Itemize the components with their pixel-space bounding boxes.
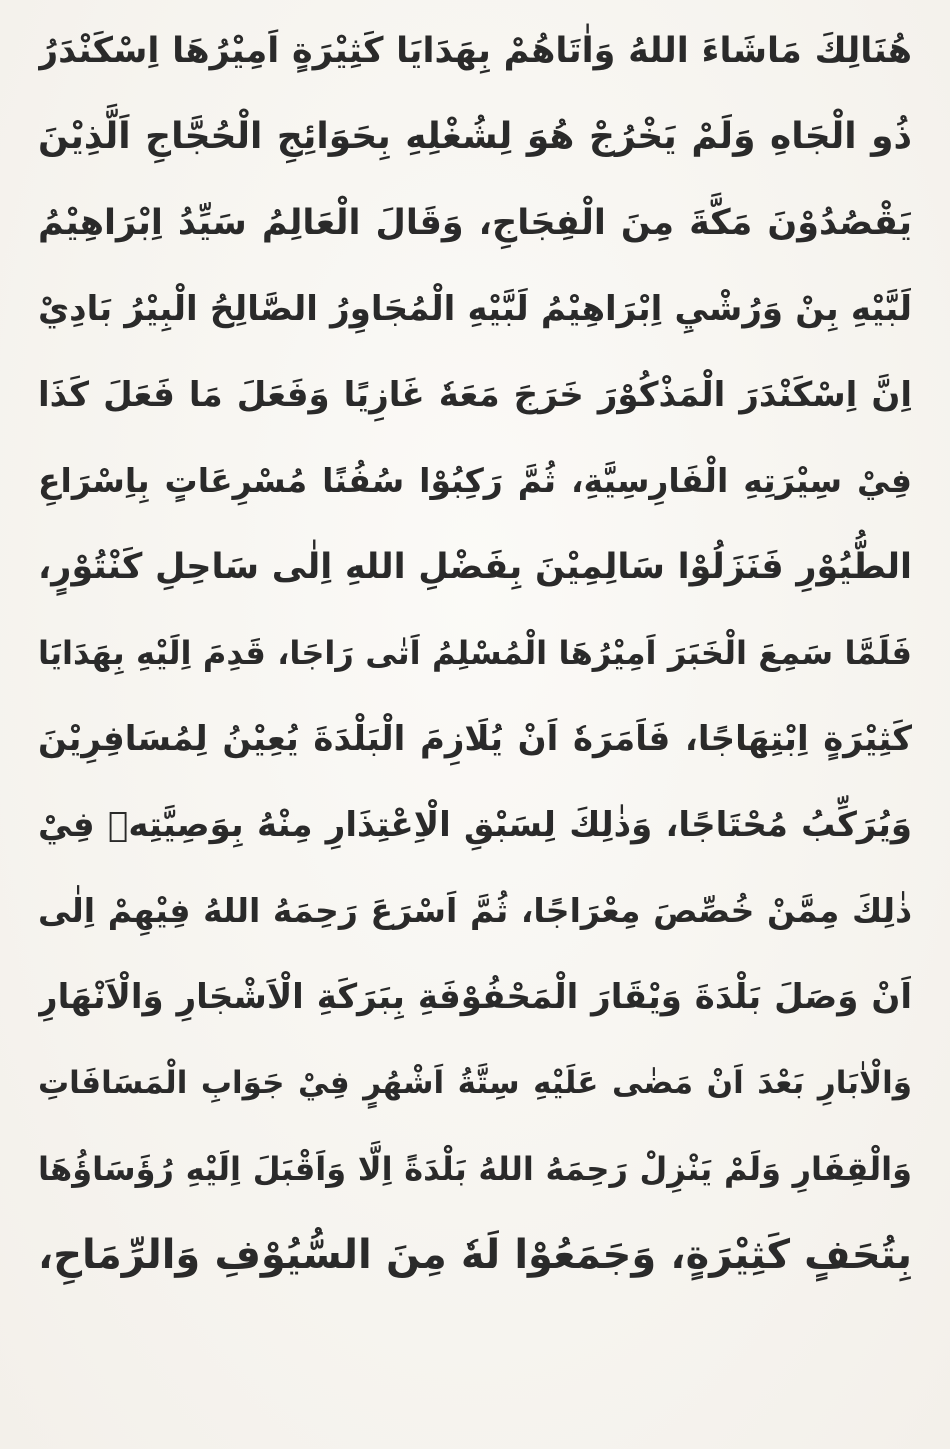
text-line: فِيْ سِيْرَتِهِ الْفَارِسِيَّةِ، ثُمَّ رَكِبُوْا سُفُنًا مُسْرِعَاتٍ بِاِسْرَاعِ xyxy=(38,461,912,500)
text-line: وَالْقِفَارِ وَلَمْ يَنْزِلْ رَحِمَهُ اللهُ بَلْدَةً اِلَّا وَاَقْبَلَ اِلَيْهِ رُؤَسَاؤُهَا xyxy=(38,1150,912,1188)
text-line: لَبَّيْهِ بِنْ وَرُشْيِ اِبْرَاهِيْمُ لَبَّيْهِ الْمُجَاوِرُ الصَّالِحُ الْبِيْرُ بَادِيْ xyxy=(38,289,912,329)
text-line: فَلَمَّا سَمِعَ الْخَبَرَ اَمِيْرُهَا الْمُسْلِمُ اَتٰى رَاجَا، قَدِمَ اِلَيْهِ بِهَدَايَا xyxy=(38,634,912,672)
text-line: كَثِيْرَةٍ اِبْتِهَاجًا، فَاَمَرَهٗ اَنْ يُلَازِمَ الْبَلْدَةَ يُعِيْنُ لِمُسَافِرِيْنَ xyxy=(38,719,912,759)
text-line: ذٰلِكَ مِمَّنْ خُصِّصَ مِعْرَاجًا، ثُمَّ اَسْرَعَ رَحِمَهُ اللهُ فِيْهِمْ اِلٰى xyxy=(38,891,912,930)
text-line: اِنَّ اِسْكَنْدَرَ الْمَذْكُوْرَ خَرَجَ مَعَهٗ غَازِيًا وَفَعَلَ مَا فَعَلَ كَذَا xyxy=(38,375,912,415)
text-line: وَالْاٰبَارِ بَعْدَ اَنْ مَضٰى عَلَيْهِ سِتَّةُ اَشْهُرٍ فِيْ جَوَابِ الْمَسَافَاتِ xyxy=(38,1065,912,1101)
text-line: هُنَالِكَ مَاشَاءَ اللهُ وَاٰتَاهُمْ بِهَدَايَا كَثِيْرَةٍ اَمِيْرُهَا اِسْكَنْدَرُ xyxy=(38,31,912,71)
text-line: وَيُرَكِّبُ مُحْتَاجًا، وَذٰلِكَ لِسَبْقِ الْاِعْتِذَارِ مِنْهُ بِوَصِيَّتِهٖ فِيْ xyxy=(38,805,912,845)
text-line: بِتُحَفٍ كَثِيْرَةٍ، وَجَمَعُوْا لَهٗ مِنَ السُّيُوْفِ وَالرِّمَاحِ، xyxy=(38,1232,912,1278)
text-line: اَنْ وَصَلَ بَلْدَةَ وَيْقَارَ الْمَحْفُوْفَةِ بِبَرَكَةِ الْاَشْجَارِ وَالْاَنْهَارِ xyxy=(38,977,912,1017)
text-line: الطُّيُوْرِ فَنَزَلُوْا سَالِمِيْنَ بِفَضْلِ اللهِ اِلٰى سَاحِلِ كَنْتُوْرٍ، xyxy=(38,547,912,587)
arabic-text-block xyxy=(38,8,912,1298)
text-line: يَقْصُدُوْنَ مَكَّةَ مِنَ الْفِجَاجِ، وَقَالَ الْعَالِمُ سَيِّدُ اِبْرَاهِيْمُ xyxy=(38,203,912,243)
text-line: ذُو الْجَاهِ وَلَمْ يَخْرُجْ هُوَ لِشُغْلِهِ بِحَوَائِجِ الْحُجَّاجِ اَلَّذِيْنَ xyxy=(38,116,912,157)
